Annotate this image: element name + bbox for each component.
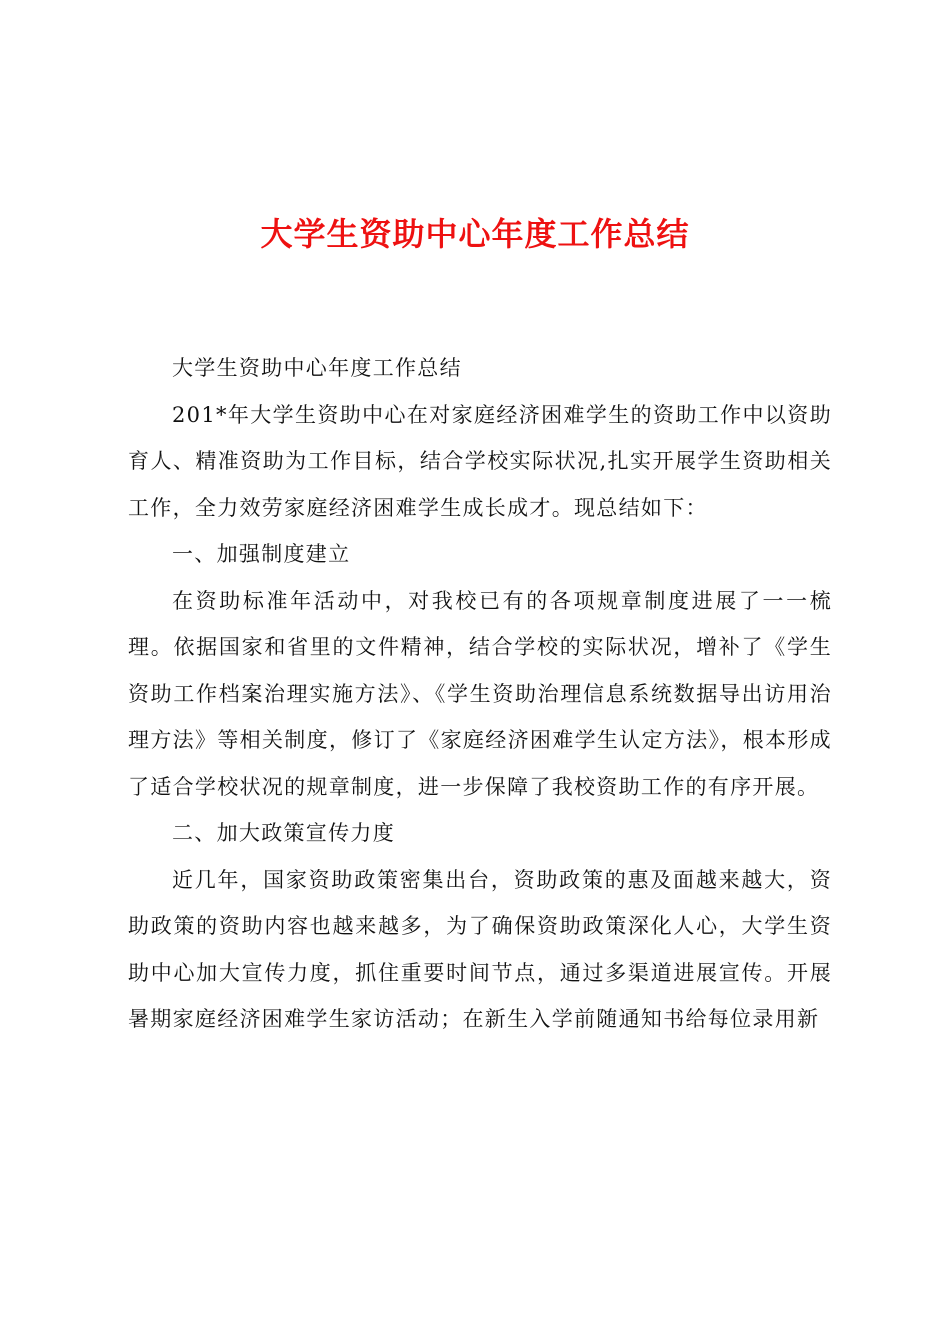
paragraph-section-2: 近几年，国家资助政策密集出台，资助政策的惠及面越来越大，资助政策的资助内容也越来越多，为了确保资助政策深化人心，大学生资助中心加大宣传力度，抓住重要时间节点，通过多渠道进展宣传。开展暑期家庭经济困难学生家访活动；在新生入学前随通知书给每位录用新 [128, 867, 832, 1031]
section-heading-1: 一、加强制度建立 [172, 542, 351, 566]
paragraph-intro: 201*年大学生资助中心在对家庭经济困难学生的资助工作中以资助育人、精准资助为工作目标，结合学校实际状况,扎实开展学生资助相关工作，全力效劳家庭经济困难学生成长成才。现总结如下： [128, 402, 832, 520]
section-heading-2: 二、加大政策宣传力度 [172, 821, 395, 845]
paragraph-subtitle: 大学生资助中心年度工作总结 [172, 356, 462, 380]
document-title: 大学生资助中心年度工作总结 [260, 215, 690, 253]
document-body [128, 345, 832, 1043]
paragraph-section-1: 在资助标准年活动中，对我校已有的各项规章制度进展了一一梳理。依据国家和省里的文件精神，结合学校的实际状况，增补了《学生资助工作档案治理实施方法》、《学生资助治理信息系统数据导出访用治理方法》等相关制度，修订了《家庭经济困难学生认定方法》，根本形成了适合学校状况的规章制度，进一步保障了我校资助工作的有序开展。 [128, 588, 832, 799]
